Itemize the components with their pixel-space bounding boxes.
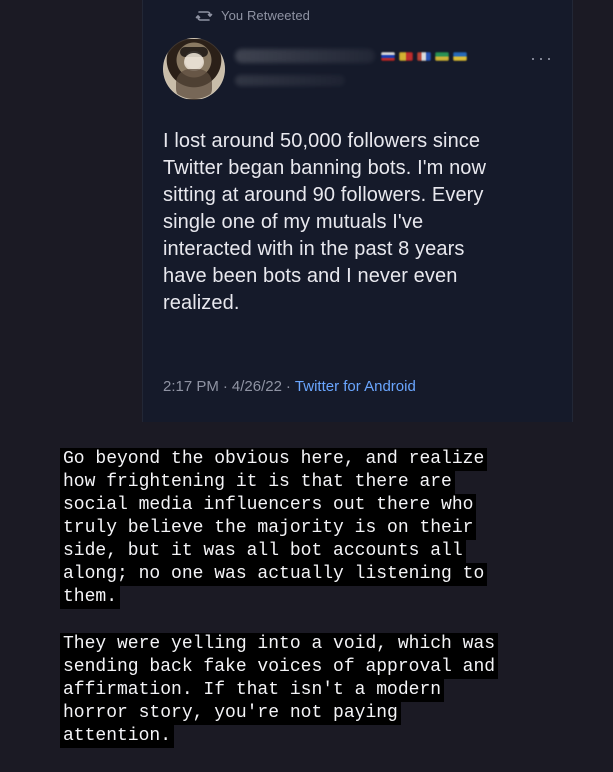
avatar[interactable] xyxy=(163,38,225,100)
retweet-row xyxy=(195,8,310,23)
caption-line: them. xyxy=(60,586,120,609)
caption-row xyxy=(60,586,487,609)
caption-line: side, but it was all bot accounts all xyxy=(60,540,466,563)
caption-line: affirmation. If that isn't a modern xyxy=(60,679,444,702)
author-block[interactable] xyxy=(235,47,475,86)
caption-line: social media influencers out there who xyxy=(60,494,476,517)
caption-row xyxy=(60,563,487,586)
meta-separator: · xyxy=(222,378,228,395)
tweet-text-line: I lost around 50,000 followers since xyxy=(163,130,481,152)
tweet-header xyxy=(163,38,557,102)
flag-emojis xyxy=(381,52,467,61)
caption-row xyxy=(60,540,487,563)
tweet-text-line: realized. xyxy=(163,292,240,314)
author-name-line xyxy=(235,47,475,65)
caption-row xyxy=(60,448,487,471)
flag-icon xyxy=(435,52,449,61)
flag-icon xyxy=(399,52,413,61)
caption-row xyxy=(60,679,498,702)
caption-row xyxy=(60,702,498,725)
tweet-card xyxy=(142,0,573,422)
tweet-time: 2:17 PM xyxy=(163,378,219,395)
caption-block-2 xyxy=(60,633,498,748)
tweet-date: 4/26/22 xyxy=(231,378,282,395)
tweet-text-line: have been bots and I never even xyxy=(163,265,458,287)
more-icon[interactable]: ··· xyxy=(530,47,554,68)
caption-line: attention. xyxy=(60,725,174,748)
caption-line: sending back fake voices of approval and xyxy=(60,656,498,679)
caption-line: Go beyond the obvious here, and realize xyxy=(60,448,487,471)
caption-row xyxy=(60,656,498,679)
tweet-source-link[interactable]: Twitter for Android xyxy=(294,378,416,395)
caption-row xyxy=(60,517,487,540)
caption-row xyxy=(60,725,498,748)
caption-line: They were yelling into a void, which was xyxy=(60,633,498,656)
tweet-text xyxy=(163,128,559,317)
flag-icon xyxy=(381,52,395,61)
caption-row xyxy=(60,633,498,656)
flag-icon xyxy=(417,52,431,61)
caption-line: truly believe the majority is on their xyxy=(60,517,476,540)
tweet-meta xyxy=(163,378,416,395)
blurred-handle xyxy=(235,75,345,86)
caption-line: how frightening it is that there are xyxy=(60,471,455,494)
caption-line: along; no one was actually listening to xyxy=(60,563,487,586)
flag-icon xyxy=(453,52,467,61)
tweet-text-line: sitting at around 90 followers. Every xyxy=(163,184,484,206)
caption-block-1 xyxy=(60,448,487,609)
retweet-label: You Retweeted xyxy=(221,8,310,23)
blurred-display-name xyxy=(235,49,375,63)
caption-row xyxy=(60,471,487,494)
avatar-robe xyxy=(176,69,212,99)
tweet-text-line: single one of my mutuals I've xyxy=(163,211,424,233)
tweet-text-line: interacted with in the past 8 years xyxy=(163,238,465,260)
retweet-icon xyxy=(195,9,213,23)
tweet-text-line: Twitter began banning bots. I'm now xyxy=(163,157,487,179)
caption-line: horror story, you're not paying xyxy=(60,702,401,725)
meta-separator: · xyxy=(285,378,291,395)
caption-row xyxy=(60,494,487,517)
